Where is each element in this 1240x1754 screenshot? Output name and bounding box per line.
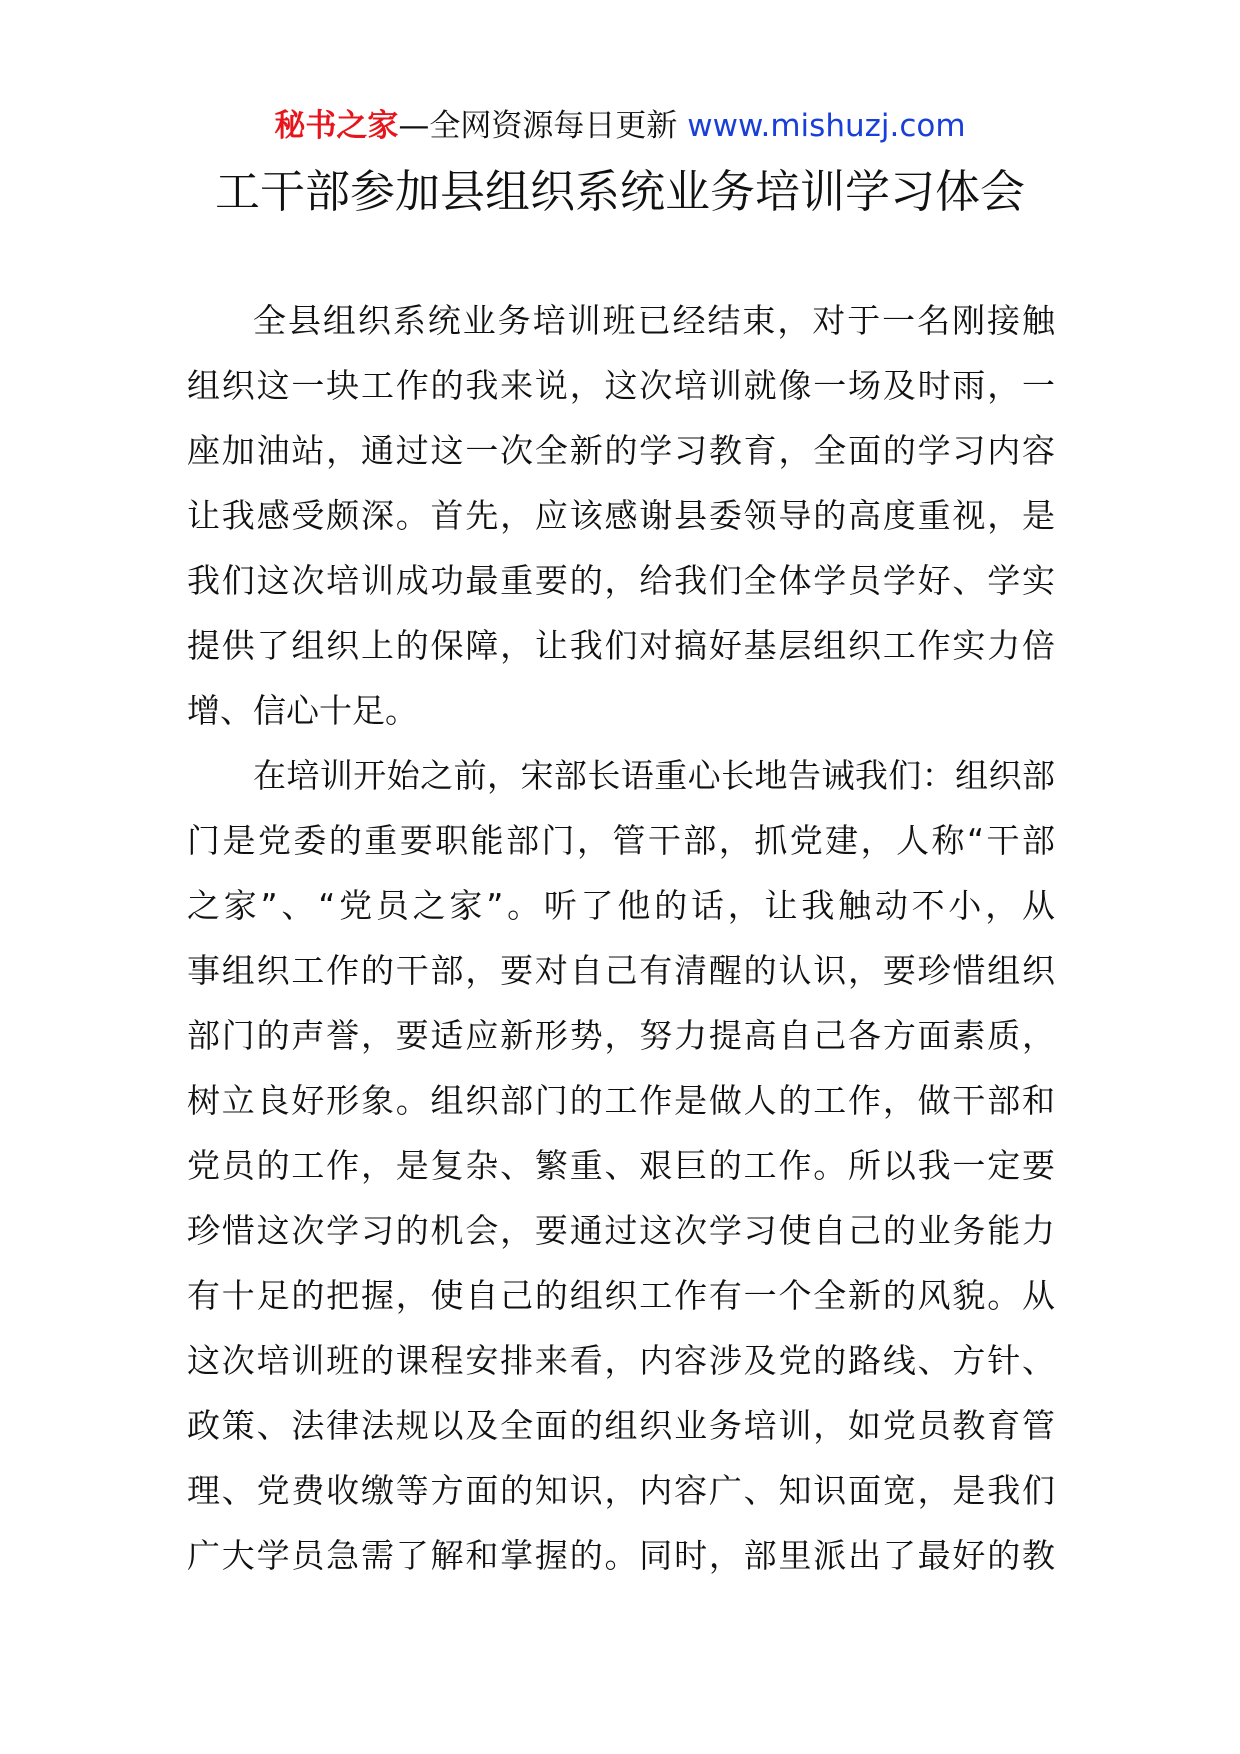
- text-line: 树立良好形象。组织部门的工作是做人的工作，做干部和: [187, 1081, 1055, 1120]
- text-line: 增、信心十足。: [187, 691, 418, 730]
- text-line: 政策、法律法规以及全面的组织业务培训，如党员教育管: [187, 1406, 1055, 1445]
- text-line: 部门的声誉，要适应新形势，努力提高自己各方面素质，: [187, 1016, 1055, 1055]
- text-line: 全县组织系统业务培训班已经结束，对于一名刚接触: [253, 301, 1055, 340]
- text-line: 这次培训班的课程安排来看，内容涉及党的路线、方针、: [187, 1341, 1055, 1380]
- text-line: 理、党费收缴等方面的知识，内容广、知识面宽，是我们: [187, 1471, 1055, 1510]
- text-line: 珍惜这次学习的机会，要通过这次学习使自己的业务能力: [187, 1211, 1055, 1250]
- text-line: 之家”、“党员之家”。听了他的话，让我触动不小，从: [187, 886, 1055, 925]
- paragraph-2: [187, 743, 1055, 1588]
- text-line: 在培训开始之前，宋部长语重心长地告诫我们：组织部: [253, 756, 1055, 795]
- text-line: 事组织工作的干部，要对自己有清醒的认识，要珍惜组织: [187, 951, 1055, 990]
- site-header: [0, 104, 1240, 148]
- text-line: 让我感受颇深。首先，应该感谢县委领导的高度重视，是: [187, 496, 1055, 535]
- site-url-link[interactable]: www.mishuzj.com: [687, 108, 966, 144]
- text-line: 我们这次培训成功最重要的，给我们全体学员学好、学实: [187, 561, 1055, 600]
- site-brand: 秘书之家: [274, 108, 399, 144]
- text-line: 有十足的把握，使自己的组织工作有一个全新的风貌。从: [187, 1276, 1055, 1315]
- paragraph-1: [187, 288, 1055, 743]
- document-body: [187, 288, 1055, 1588]
- text-line: 组织这一块工作的我来说，这次培训就像一场及时雨，一: [187, 366, 1055, 405]
- site-slogan: —全网资源每日更新: [398, 108, 678, 144]
- text-line: 广大学员急需了解和掌握的。同时，部里派出了最好的教: [187, 1536, 1055, 1575]
- text-line: 党员的工作，是复杂、繁重、艰巨的工作。所以我一定要: [187, 1146, 1055, 1185]
- document-title: 工干部参加县组织系统业务培训学习体会: [214, 165, 1025, 218]
- text-line: 门是党委的重要职能部门，管干部，抓党建，人称“干部: [187, 821, 1055, 860]
- text-line: 提供了组织上的保障，让我们对搞好基层组织工作实力倍: [187, 626, 1055, 665]
- text-line: 座加油站，通过这一次全新的学习教育，全面的学习内容: [187, 431, 1055, 470]
